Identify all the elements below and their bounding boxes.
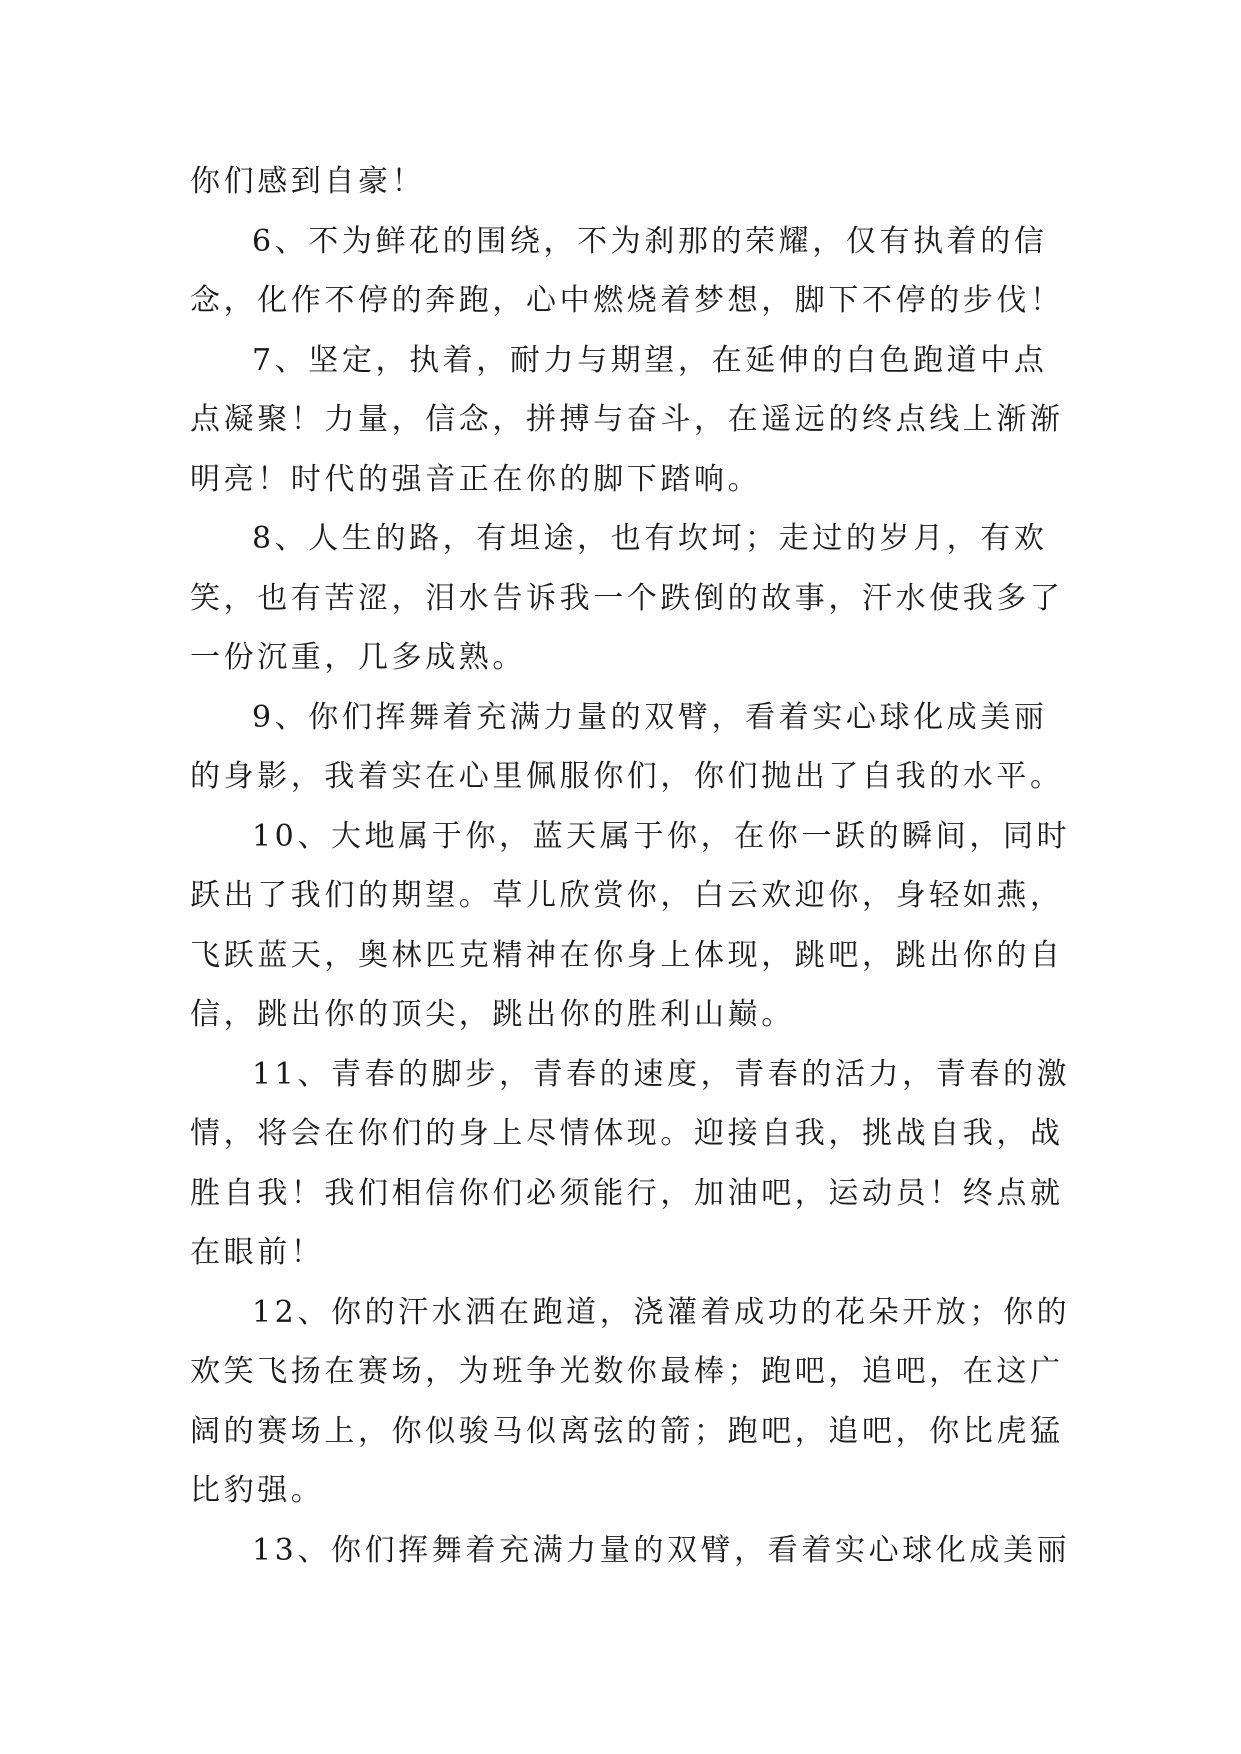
text-line: 8、人生的路，有坦途，也有坎坷；走过的岁月，有欢 [252,521,1048,556]
text-line: 笑，也有苦涩，泪水告诉我一个跌倒的故事，汗水使我多了 [190,580,1064,616]
text-line: 11、青春的脚步，青春的速度，青春的活力，青春的激 [252,1056,1071,1092]
text-line: 的身影，我着实在心里佩服你们，你们抛出了自我的水平。 [190,759,1064,794]
text-line: 欢笑飞扬在赛场，为班争光数你最棒；跑吧，追吧，在这广 [190,1354,1064,1389]
text-line: 在眼前！ [190,1235,325,1270]
paragraph-13 [190,1521,1071,1581]
text-line: 飞跃蓝天，奥林匹克精神在你身上体现，跳吧，跳出你的自 [190,937,1064,973]
text-line: 阔的赛场上，你似骏马似离弦的箭；跑吧，追吧，你比虎猛 [190,1413,1064,1449]
text-line: 你们感到自豪！ [190,164,426,199]
text-line: 信，跳出你的顶尖，跳出你的胜利山巅。 [190,997,795,1032]
text-line: 比豹强。 [190,1473,325,1508]
text-line: 13、你们挥舞着充满力量的双臂，看着实心球化成美丽 [252,1532,1071,1568]
paragraph-9 [190,688,1064,807]
text-line: 胜自我！我们相信你们必须能行，加油吧，运动员！终点就 [190,1175,1064,1211]
body-text [190,152,1071,1580]
paragraph-6 [190,212,1064,331]
paragraph-5-continuation [190,152,1060,212]
paragraph-12 [190,1283,1071,1521]
text-line: 7、坚定，执着，耐力与期望，在延伸的白色跑道中点 [252,342,1048,378]
paragraph-8 [190,509,1064,688]
paragraph-10 [190,807,1071,1045]
text-line: 明亮！时代的强音正在你的脚下踏响。 [190,461,762,497]
text-line: 9、你们挥舞着充满力量的双臂，看着实心球化成美丽 [252,699,1048,735]
text-line: 6、不为鲜花的围绕，不为刹那的荣耀，仅有执着的信 [252,223,1048,259]
text-line: 点凝聚！力量，信念，拼搏与奋斗，在遥远的终点线上渐渐 [190,402,1064,437]
paragraph-11 [190,1045,1071,1283]
text-line: 12、你的汗水洒在跑道，浇灌着成功的花朵开放；你的 [252,1294,1071,1330]
text-line: 跃出了我们的期望。草儿欣赏你，白云欢迎你，身轻如燕， [190,878,1064,913]
paragraph-7 [190,331,1064,510]
text-line: 情，将会在你们的身上尽情体现。迎接自我，挑战自我，战 [190,1116,1064,1151]
text-line: 10、大地属于你，蓝天属于你，在你一跃的瞬间，同时 [252,818,1071,854]
text-line: 念，化作不停的奔跑，心中燃烧着梦想，脚下不停的步伐！ [190,283,1064,318]
text-line: 一份沉重，几多成熟。 [190,640,526,675]
